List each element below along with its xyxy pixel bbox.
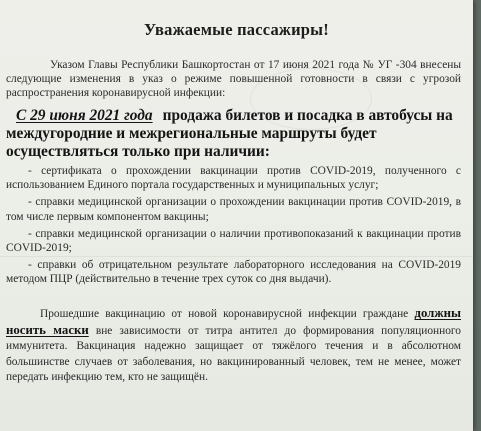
notice-title: Уважаемые пассажиры! [144, 20, 329, 39]
effective-date: С 29 июня 2021 года [16, 107, 153, 124]
closing-paragraph [6, 306, 461, 386]
list-item: - справки об отрицательном результате лабораторного исследования на COVID-2019 методом ПЦР (действительно в течение трех суток со дня выдачи). [6, 259, 461, 286]
intro-text: Указом Главы Республики Башкортостан от 17 июня 2021 года № УГ -304 внесены следующие изменения в указ о режиме повышенной готовности в связи с угрозой распространения коронавирусной инфекции: [6, 59, 461, 99]
required-documents-list [6, 164, 461, 290]
intro-paragraph [6, 58, 461, 100]
list-item: - справки медицинской организации о наличии противопоказаний к вакцинации против COVID-2019; [6, 227, 461, 255]
closing-text-end: вне зависимости от титра антител до формирования популяционного иммунитета. Вакцинация надежно защищает от тяжёлого течения и в абсолютном большинстве случаев от заболевания, но вакцинированный человек, тем не менее, может передать инфекцию тем, кто не защищён. [6, 324, 461, 383]
list-item: - сертификата о прохождении вакцинации против COVID-2019, полученного с использованием Единого портала государственных и муниципальных услуг; [6, 165, 461, 192]
main-announcement-text: продажа билетов и посадка в автобусы на междугородние и межрегиональные маршруты будет осуществляться только при наличии: [6, 107, 453, 160]
masks-emphasis: должны носить маски [6, 306, 461, 337]
main-announcement [6, 107, 461, 161]
list-item: - справки медицинской организации о прохождении вакцинации против COVID-2019, в том числе первым компонентом вакцины; [6, 196, 461, 223]
closing-text-start: Прошедшие вакцинацию от новой коронавирусной инфекции граждане [40, 308, 409, 320]
